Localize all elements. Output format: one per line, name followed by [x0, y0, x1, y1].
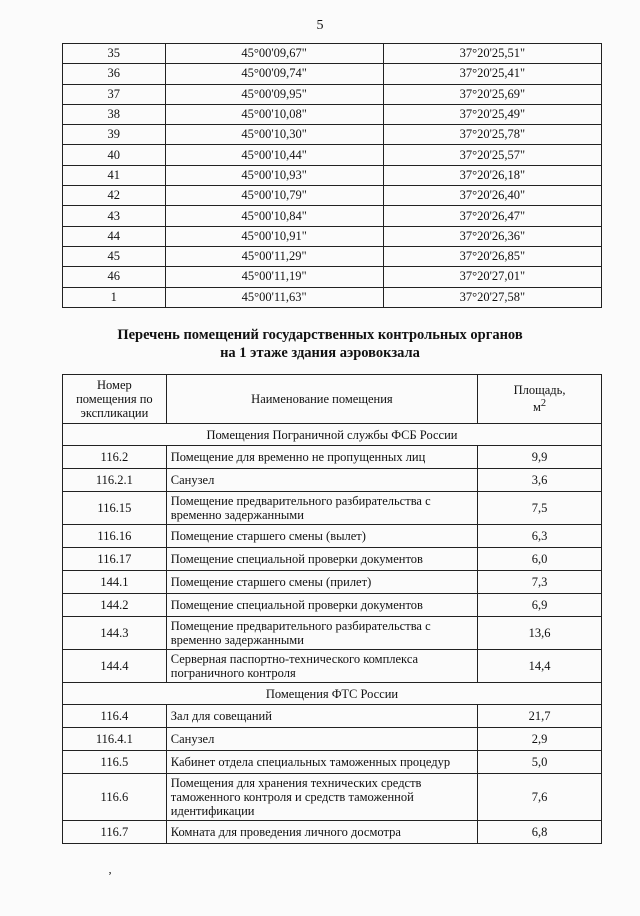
- room-number: 116.15: [63, 492, 167, 525]
- point-number: 41: [63, 165, 166, 185]
- room-number: 144.3: [63, 617, 167, 650]
- coordinate-row: [63, 145, 602, 165]
- room-name: Помещение старшего смены (прилет): [166, 571, 477, 594]
- room-name: Помещение предварительного разбирательства с временно задержанными: [166, 617, 477, 650]
- section-heading: Помещения ФТС России: [63, 683, 602, 705]
- room-area: 13,6: [478, 617, 602, 650]
- room-row: [63, 446, 602, 469]
- point-number: 38: [63, 104, 166, 124]
- latitude-cell: 45°00'11,63": [165, 287, 383, 307]
- latitude-cell: 45°00'10,08": [165, 104, 383, 124]
- room-row: [63, 774, 602, 821]
- latitude-cell: 45°00'11,29": [165, 246, 383, 266]
- room-row: [63, 469, 602, 492]
- room-name: Зал для совещаний: [166, 705, 477, 728]
- room-name: Помещение предварительного разбирательства с временно задержанными: [166, 492, 477, 525]
- title-line-1: Перечень помещений государственных контрольных органов: [117, 327, 523, 343]
- longitude-cell: 37°20'26,85": [383, 246, 601, 266]
- room-row: [63, 548, 602, 571]
- room-area: 7,5: [478, 492, 602, 525]
- room-name: Помещение специальной проверки документов: [166, 594, 477, 617]
- longitude-cell: 37°20'26,36": [383, 226, 601, 246]
- latitude-cell: 45°00'10,84": [165, 206, 383, 226]
- point-number: 39: [63, 125, 166, 145]
- room-area: 7,3: [478, 571, 602, 594]
- room-number: 116.4.1: [63, 728, 167, 751]
- point-number: 40: [63, 145, 166, 165]
- room-area: 6,9: [478, 594, 602, 617]
- room-row: [63, 650, 602, 683]
- header-area-sup: 2: [540, 398, 547, 410]
- coordinate-row: [63, 267, 602, 287]
- room-number: 144.4: [63, 650, 167, 683]
- title-line-2: на 1 этаже здания аэровокзала: [220, 345, 420, 361]
- room-area: 7,6: [478, 774, 602, 821]
- longitude-cell: 37°20'25,51": [383, 44, 601, 64]
- room-number: 116.2.1: [63, 469, 167, 492]
- longitude-cell: 37°20'25,49": [383, 104, 601, 124]
- room-row: [63, 821, 602, 844]
- room-name: Кабинет отдела специальных таможенных процедур: [166, 751, 477, 774]
- point-number: 36: [63, 64, 166, 84]
- point-number: 35: [63, 44, 166, 64]
- room-name: Санузел: [166, 469, 477, 492]
- room-row: [63, 492, 602, 525]
- latitude-cell: 45°00'09,67": [165, 44, 383, 64]
- room-name: Санузел: [166, 728, 477, 751]
- room-number: 116.7: [63, 821, 167, 844]
- latitude-cell: 45°00'10,44": [165, 145, 383, 165]
- room-number: 116.4: [63, 705, 167, 728]
- longitude-cell: 37°20'25,41": [383, 64, 601, 84]
- section-title: [0, 326, 640, 362]
- latitude-cell: 45°00'09,74": [165, 64, 383, 84]
- point-number: 37: [63, 84, 166, 104]
- point-number: 42: [63, 186, 166, 206]
- coordinate-row: [63, 165, 602, 185]
- coordinates-table: [62, 43, 602, 308]
- header-area-label: Площадь,: [513, 383, 566, 398]
- coordinate-row: [63, 125, 602, 145]
- longitude-cell: 37°20'27,58": [383, 287, 601, 307]
- longitude-cell: 37°20'26,47": [383, 206, 601, 226]
- point-number: 1: [63, 287, 166, 307]
- longitude-cell: 37°20'26,40": [383, 186, 601, 206]
- header-number: Номер помещения по экспликации: [63, 375, 167, 424]
- room-area: 6,0: [478, 548, 602, 571]
- room-row: [63, 594, 602, 617]
- room-row: [63, 705, 602, 728]
- room-row: [63, 571, 602, 594]
- coordinate-row: [63, 226, 602, 246]
- longitude-cell: 37°20'25,57": [383, 145, 601, 165]
- room-number: 116.17: [63, 548, 167, 571]
- room-number: 116.2: [63, 446, 167, 469]
- coordinate-row: [63, 246, 602, 266]
- latitude-cell: 45°00'09,95": [165, 84, 383, 104]
- room-number: 144.1: [63, 571, 167, 594]
- room-area: 6,8: [478, 821, 602, 844]
- coordinate-row: [63, 287, 602, 307]
- point-number: 46: [63, 267, 166, 287]
- room-number: 116.6: [63, 774, 167, 821]
- room-number: 116.5: [63, 751, 167, 774]
- room-area: 5,0: [478, 751, 602, 774]
- header-area: [478, 375, 602, 424]
- room-name: Серверная паспортно-технического комплекса пограничного контроля: [166, 650, 477, 683]
- point-number: 44: [63, 226, 166, 246]
- room-name: Помещение старшего смены (вылет): [166, 525, 477, 548]
- coordinate-row: [63, 84, 602, 104]
- room-area: 9,9: [478, 446, 602, 469]
- coordinate-row: [63, 44, 602, 64]
- coordinate-row: [63, 206, 602, 226]
- rooms-header-row: [63, 375, 602, 424]
- room-row: [63, 751, 602, 774]
- room-area: 21,7: [478, 705, 602, 728]
- latitude-cell: 45°00'11,19": [165, 267, 383, 287]
- section-row: [63, 683, 602, 705]
- room-area: 6,3: [478, 525, 602, 548]
- section-heading: Помещения Пограничной службы ФСБ России: [63, 424, 602, 446]
- header-area-unit: м: [532, 400, 541, 415]
- latitude-cell: 45°00'10,79": [165, 186, 383, 206]
- room-area: 14,4: [478, 650, 602, 683]
- point-number: 43: [63, 206, 166, 226]
- longitude-cell: 37°20'26,18": [383, 165, 601, 185]
- room-area: 3,6: [478, 469, 602, 492]
- room-row: [63, 525, 602, 548]
- room-name: Комната для проведения личного досмотра: [166, 821, 477, 844]
- rooms-table: [62, 374, 602, 844]
- coordinate-row: [63, 64, 602, 84]
- room-row: [63, 728, 602, 751]
- room-name: Помещение специальной проверки документов: [166, 548, 477, 571]
- longitude-cell: 37°20'25,69": [383, 84, 601, 104]
- pen-mark: ʼ: [108, 869, 112, 883]
- room-row: [63, 617, 602, 650]
- coordinate-row: [63, 104, 602, 124]
- room-name: Помещение для временно не пропущенных лиц: [166, 446, 477, 469]
- room-name: Помещения для хранения технических средств таможенного контроля и средств таможенной идентификации: [166, 774, 477, 821]
- longitude-cell: 37°20'25,78": [383, 125, 601, 145]
- header-name: Наименование помещения: [166, 375, 477, 424]
- section-row: [63, 424, 602, 446]
- coordinate-row: [63, 186, 602, 206]
- latitude-cell: 45°00'10,91": [165, 226, 383, 246]
- latitude-cell: 45°00'10,93": [165, 165, 383, 185]
- longitude-cell: 37°20'27,01": [383, 267, 601, 287]
- room-number: 144.2: [63, 594, 167, 617]
- latitude-cell: 45°00'10,30": [165, 125, 383, 145]
- page-number: 5: [316, 18, 324, 33]
- point-number: 45: [63, 246, 166, 266]
- room-area: 2,9: [478, 728, 602, 751]
- room-number: 116.16: [63, 525, 167, 548]
